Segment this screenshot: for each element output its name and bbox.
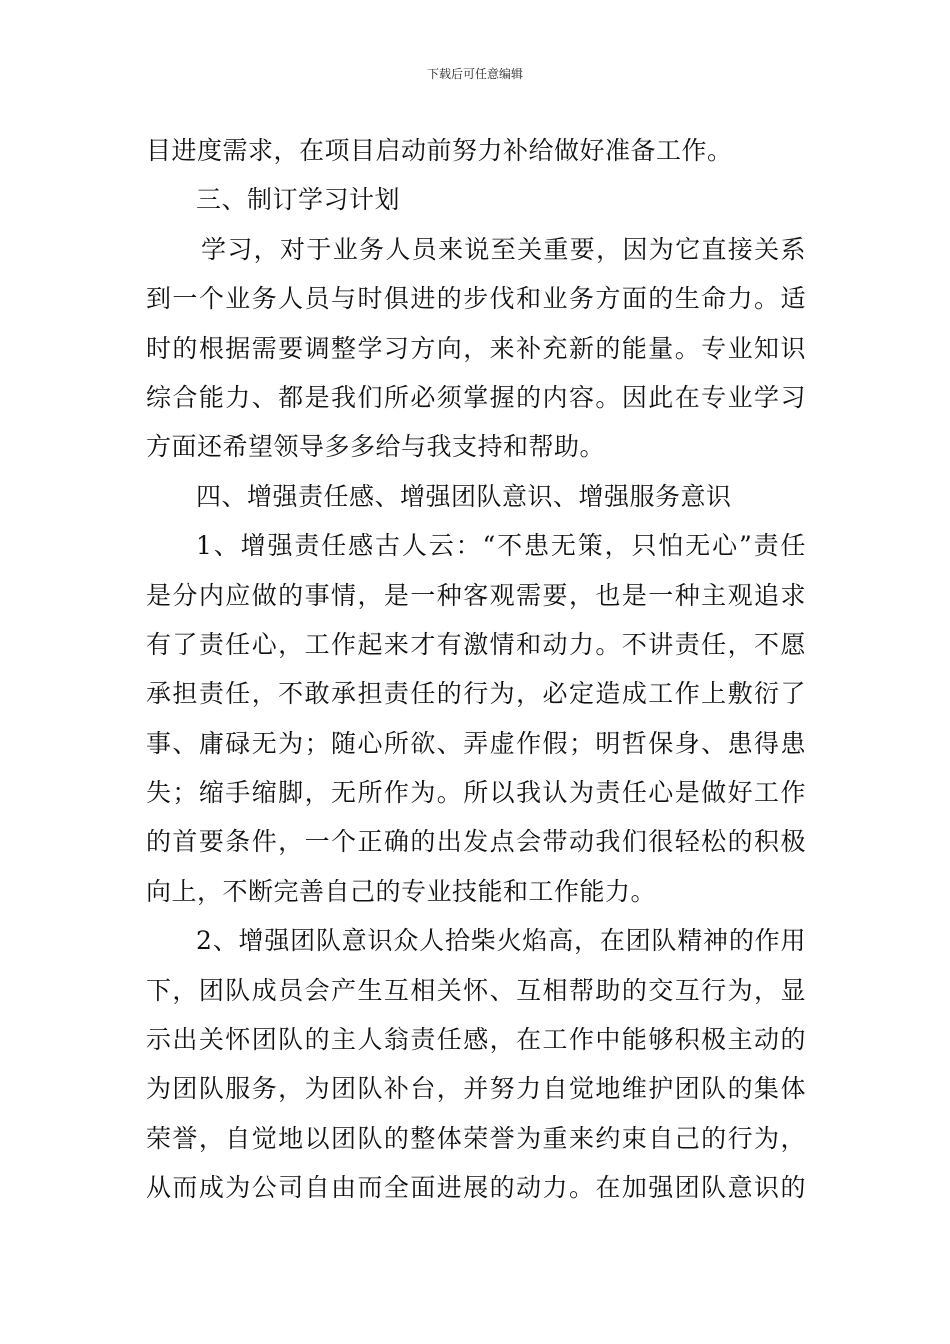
text-line: 2、增强团队意识众人拾柴火焰高，在团队精神的作用 (196, 926, 806, 956)
text-line: 示出关怀团队的主人翁责任感，在工作中能够积极主动的 (146, 1025, 806, 1055)
document-body (146, 126, 806, 1213)
text-line: 从而成为公司自由而全面进展的动力。在加强团队意识的 (146, 1173, 806, 1203)
text-line: 1、增强责任感古人云：“不患无策，只怕无心”责任 (196, 531, 806, 561)
text-line: 综合能力、都是我们所必须掌握的内容。因此在专业学习 (146, 382, 806, 412)
text-line: 为团队服务，为团队补台，并努力自觉地维护团队的集体 (146, 1074, 806, 1104)
text-line: 有了责任心，工作起来才有激情和动力。不讲责任，不愿 (146, 629, 806, 659)
text-line: 向上，不断完善自己的专业技能和工作能力。 (146, 876, 657, 906)
text-line: 四、增强责任感、增强团队意识、增强服务意识 (196, 481, 732, 511)
text-line: 失；缩手缩脚，无所作为。所以我认为责任心是做好工作 (146, 778, 806, 808)
text-line: 时的根据需要调整学习方向，来补充新的能量。专业知识 (146, 333, 806, 363)
text-line: 方面还希望领导多多给与我支持和帮助。 (146, 432, 606, 462)
text-line: 承担责任，不敢承担责任的行为，必定造成工作上敷衍了 (146, 679, 806, 709)
text-line: 下，团队成员会产生互相关怀、互相帮助的交互行为，显 (146, 975, 806, 1005)
text-line: 到一个业务人员与时俱进的步伐和业务方面的生命力。适 (146, 284, 806, 314)
text-line: 是分内应做的事情，是一种客观需要，也是一种主观追求 (146, 580, 806, 610)
text-line: 目进度需求，在项目启动前努力补给做好准备工作。 (146, 136, 733, 165)
text-line: 荣誉，自觉地以团队的整体荣誉为重来约束自己的行为， (146, 1123, 806, 1153)
text-line: 三、制订学习计划 (196, 185, 401, 215)
text-line: 事、庸碌无为；随心所欲、弄虚作假；明哲保身、患得患 (146, 728, 806, 758)
text-line: 学习，对于业务人员来说至关重要，因为它直接关系 (201, 234, 806, 264)
page-header-note: 下载后可任意编辑 (426, 67, 523, 81)
text-line: 的首要条件，一个正确的出发点会带动我们很轻松的积极 (146, 827, 806, 857)
